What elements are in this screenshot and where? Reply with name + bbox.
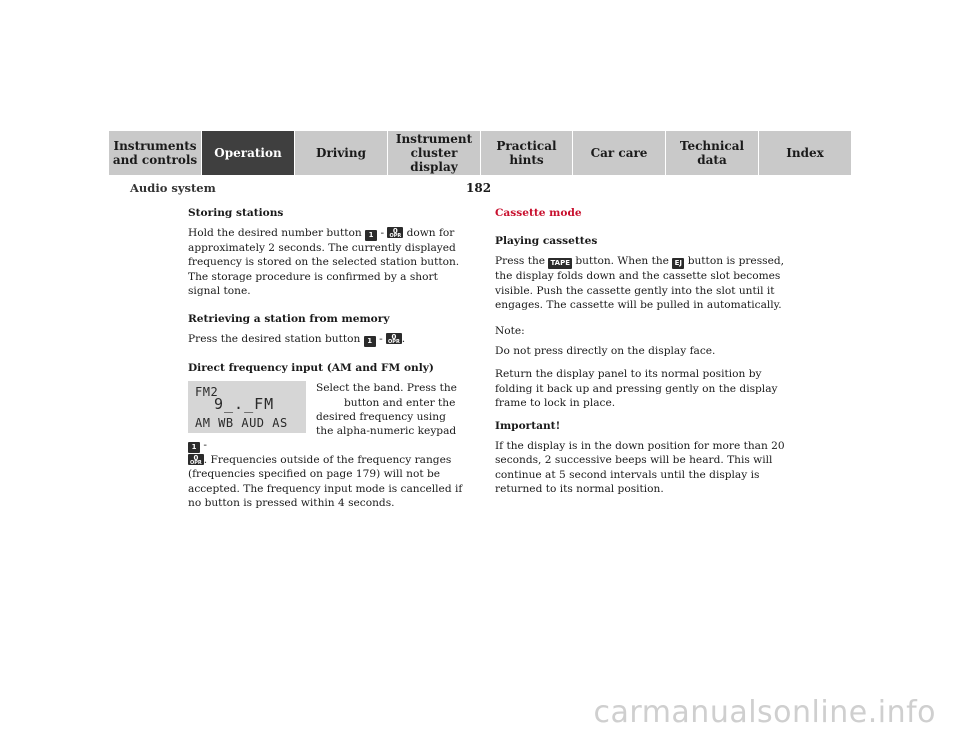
tab-car-care[interactable] <box>573 131 666 175</box>
tab-label: Instruments and controls <box>112 139 198 167</box>
key-1-icon: 1 <box>365 230 377 241</box>
radio-display-illustration <box>188 381 306 433</box>
important-heading: Important! <box>495 420 561 433</box>
left-column <box>188 206 464 510</box>
key-sublabel: OPR <box>389 233 402 240</box>
key-1-icon: 1 <box>364 336 376 347</box>
tab-label: Operation <box>214 146 282 160</box>
tab-instruments-and-controls[interactable] <box>109 131 202 175</box>
text-run: - <box>377 227 388 240</box>
playing-heading: Playing cassettes <box>495 235 598 248</box>
tab-technical-data[interactable] <box>666 131 759 175</box>
storing-text <box>188 226 464 298</box>
tab-label: Index <box>786 146 824 160</box>
note-text: Do not press directly on the display face. <box>495 345 716 358</box>
key-glyph: 0 <box>391 333 397 342</box>
display-line-modes: AM WB AUD AS <box>195 416 288 431</box>
key-0-icon <box>387 227 403 238</box>
tab-driving[interactable] <box>295 131 388 175</box>
storing-heading: Storing stations <box>188 207 284 219</box>
text-run: Hold the desired number button <box>188 227 362 240</box>
note-label: Note: <box>495 325 525 338</box>
retrieving-heading: Retrieving a station from memory <box>188 313 390 326</box>
text-run: button and enter the desired frequency using the alpha-numeric keypad <box>316 396 457 438</box>
tab-practical-hints[interactable] <box>481 131 573 175</box>
direct-input-heading: Direct frequency input (AM and FM only) <box>188 362 434 375</box>
tab-operation[interactable] <box>202 131 295 175</box>
return-text: Return the display panel to its normal position by folding it back up and pressing gently on the display frame to lock in place. <box>495 368 778 409</box>
text-run: button is pressed, the display folds down and the cassette slot becomes visible. Push the cassette gently into the slot until it engages. The cassette will be pulled in automatically. <box>495 255 784 311</box>
text-run: . <box>401 333 406 346</box>
key-1-icon: 1 <box>188 442 200 453</box>
important-text: If the display is in the down position for more than 20 seconds, 2 successive beeps will be heard. This will continue at 5 second intervals until the display is returned to its normal position. <box>495 440 785 495</box>
key-glyph: 0 <box>392 227 398 236</box>
direct-input-text <box>188 381 464 510</box>
tape-button-icon: TAPE <box>550 259 570 268</box>
key-glyph: 0 <box>193 454 199 463</box>
text-run: - <box>200 439 207 452</box>
key-0-icon <box>188 454 204 465</box>
text-run: Select the band. Press the <box>316 382 457 395</box>
tab-label: Car care <box>590 146 648 160</box>
tab-label: Practical hints <box>496 139 557 167</box>
tab-label: Instrument cluster display <box>395 132 473 174</box>
retrieving-text <box>188 332 464 347</box>
text-run: . Frequencies outside of the frequency ranges (frequencies specified on page 179) will not be accepted. The frequency input mode is cancelled if no button is pressed within 4 seconds. <box>188 454 463 509</box>
chapter-nav <box>109 131 852 175</box>
key-0-icon <box>386 333 402 344</box>
site-watermark: carmanualsonline.info <box>593 695 936 730</box>
text-run: Press the <box>495 255 546 268</box>
text-run: down for approximately 2 seconds. The currently displayed frequency is stored on the selected station button. The storage procedure is confirmed by a short signal tone. <box>188 227 460 297</box>
text-run: Press the desired station button <box>188 333 361 346</box>
tab-index[interactable] <box>759 131 852 175</box>
playing-text <box>495 254 785 312</box>
eject-button-icon: EJ <box>672 258 684 269</box>
cassette-mode-heading: Cassette mode <box>495 207 582 219</box>
text-run: button. When the <box>572 255 669 268</box>
page-number: 182 <box>466 181 492 195</box>
display-line-band: FM2 <box>195 385 219 400</box>
key-sublabel: OPR <box>190 460 202 467</box>
tab-label: Technical data <box>679 139 745 167</box>
key-sublabel: OPR <box>388 339 400 346</box>
tab-label: Driving <box>316 146 366 160</box>
section-title: Audio system <box>130 181 216 195</box>
text-run: - <box>375 333 387 346</box>
right-column <box>495 206 785 505</box>
display-line-frequency: 9_._FM <box>214 395 275 414</box>
tab-instrument-cluster-display[interactable] <box>388 131 481 175</box>
